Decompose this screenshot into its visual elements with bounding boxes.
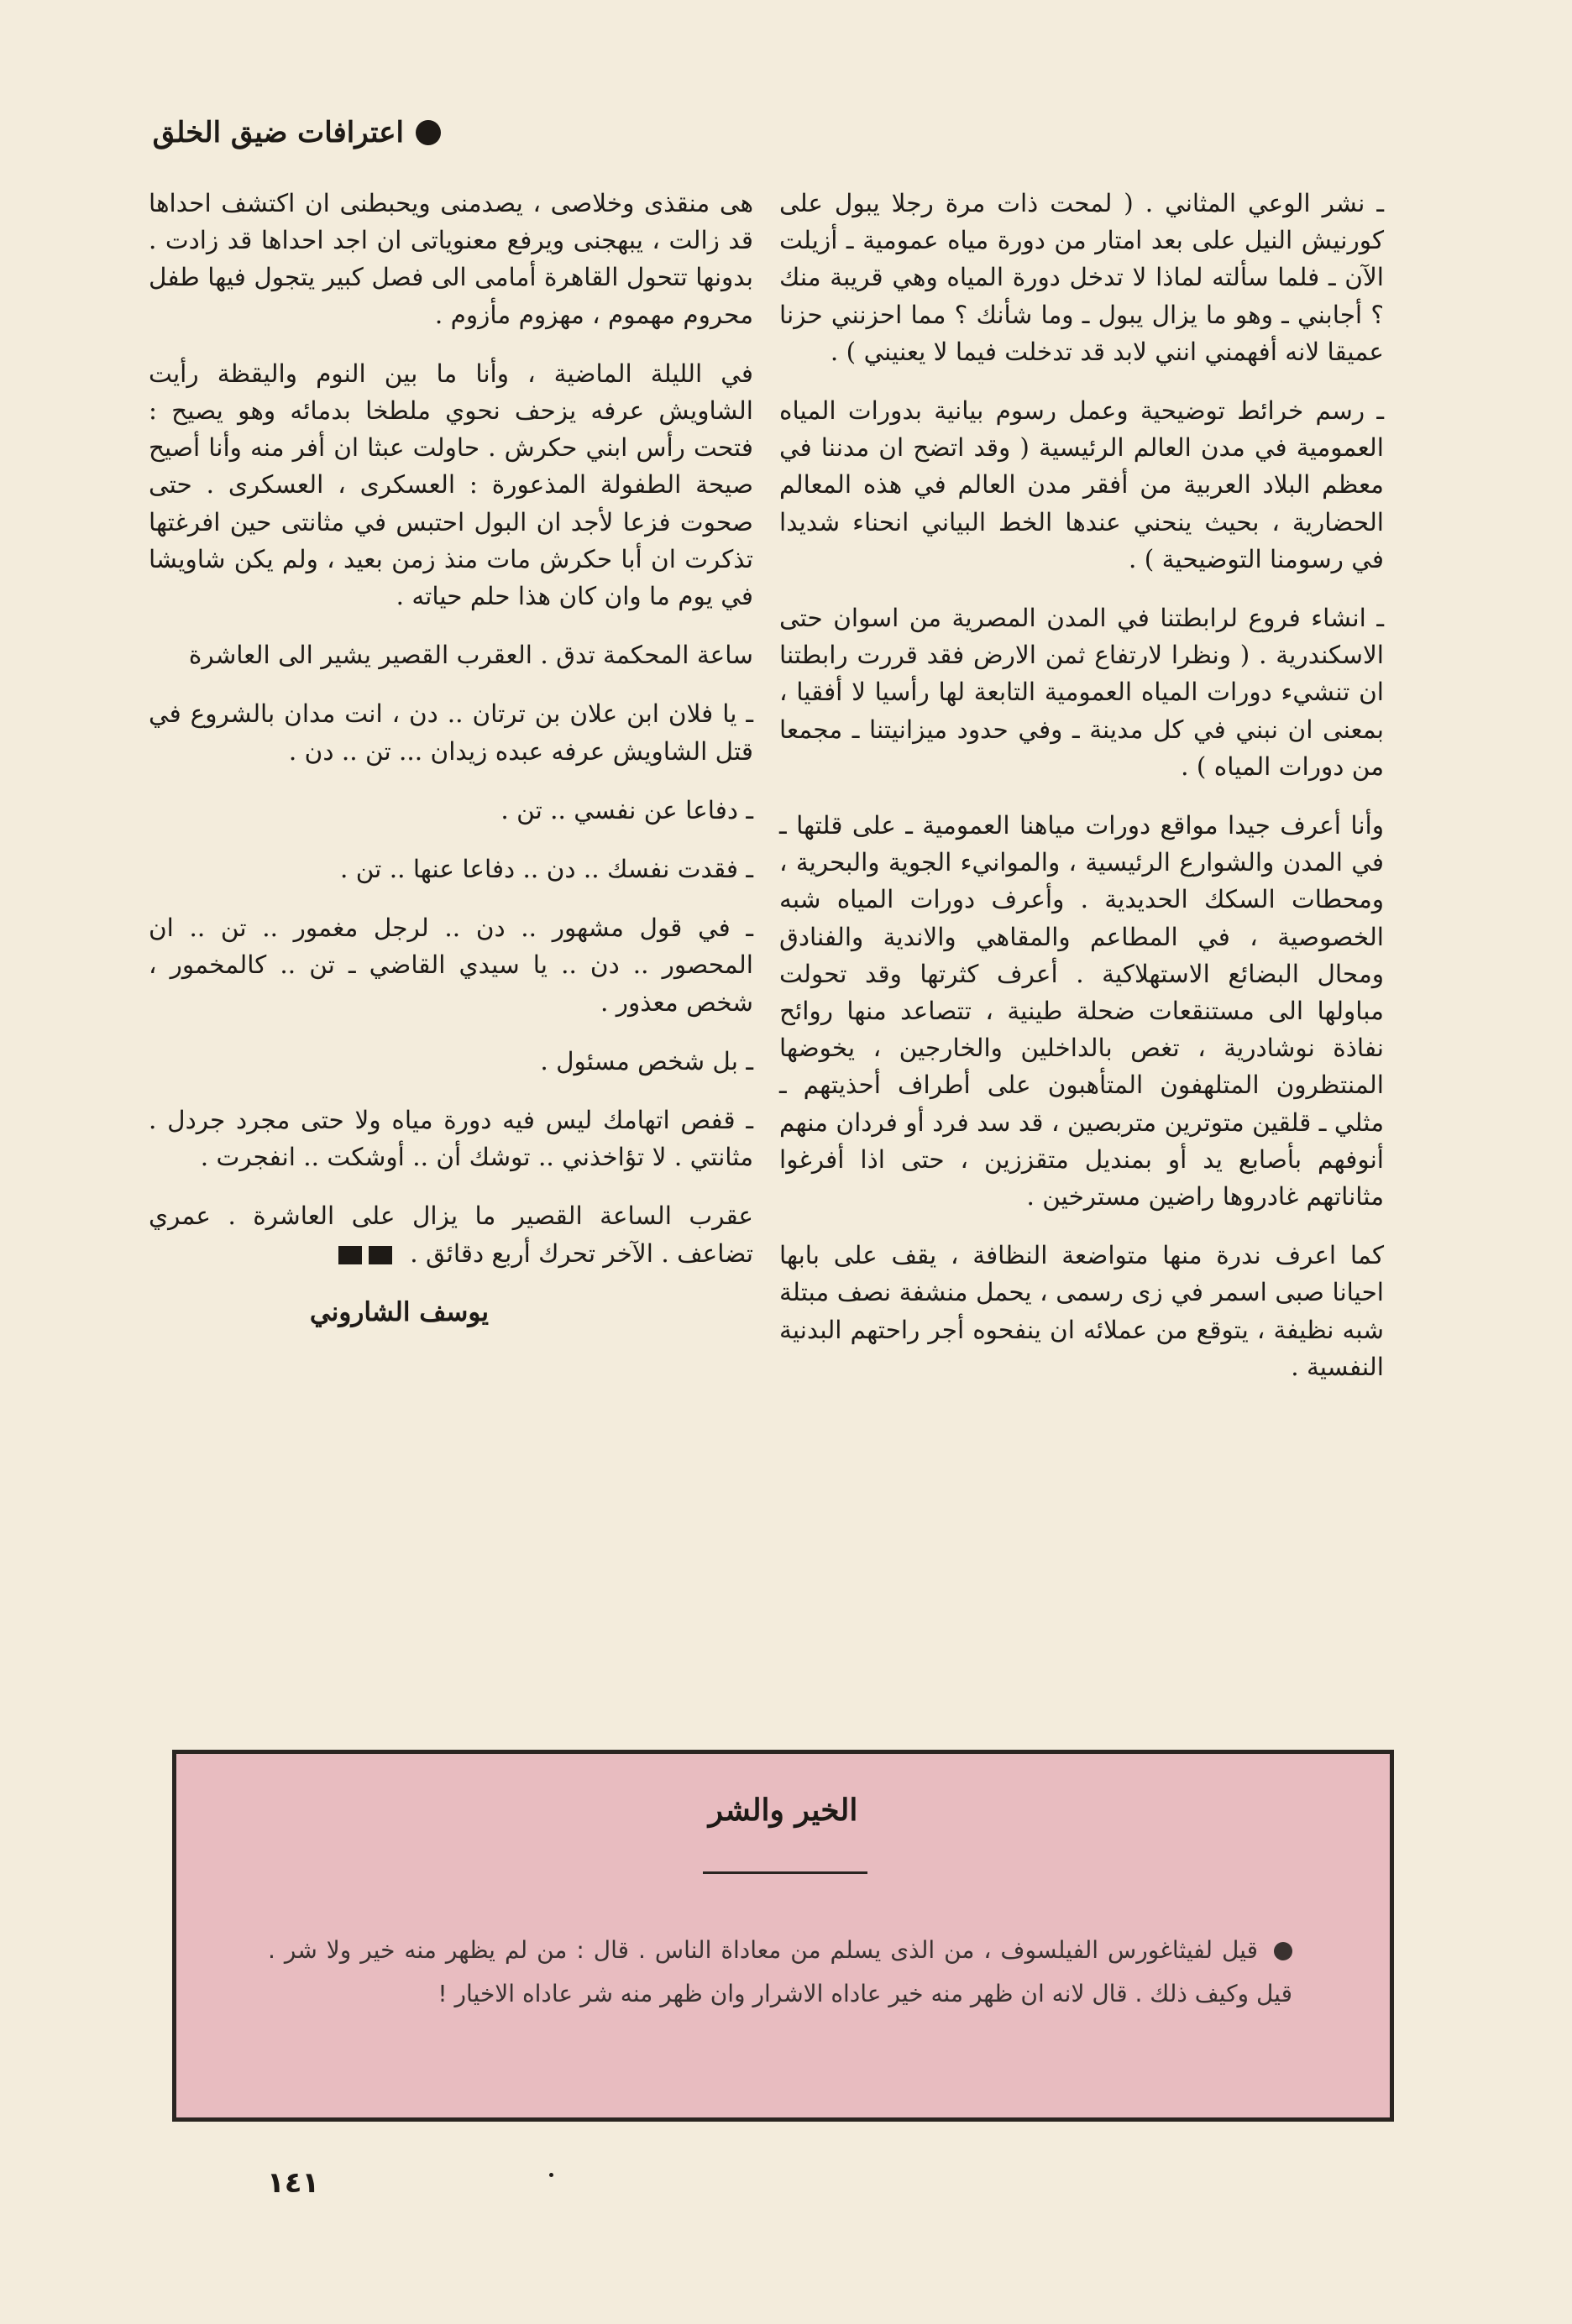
- box-divider: [703, 1871, 867, 1874]
- box-title: الخير والشر: [708, 1793, 858, 1828]
- end-square-icon: [369, 1246, 392, 1264]
- paragraph: ـ في قول مشهور .. دن .. لرجل مغمور .. تن .. ان المحصور .. دن .. يا سيدي القاضي ـ تن .. كالمخمور ، شخص معذور .: [149, 913, 753, 1017]
- paragraph: ـ انشاء فروع لرابطتنا في المدن المصرية من اسوان حتى الاسكندرية . ( ونظرا لارتفاع ثمن الارض فقد قررت رابطتنا ان تنشيء دورات المياه العمومية التابعة لها رأسيا لا أفقيا ، بمعنى ان نبني في كل مدينة ـ وفي حدود ميزانيتنا ـ مجمعا من دورات المياه ) .: [779, 604, 1384, 781]
- right-column: [779, 185, 1384, 1407]
- paragraph-text: عقرب الساعة القصير ما يزال على العاشرة . عمري تضاعف . الآخر تحرك أربع دقائق .: [149, 1201, 753, 1268]
- box-text: قيل لفيثاغورس الفيلسوف ، من الذى يسلم من معاداة الناس . قال : من لم يظهر منه خير ولا شر . قيل وكيف ذلك . قال لانه ان ظهر منه خير عاداه الاشرار وان ظهر منه شر عاداه الاخيار !: [268, 1936, 1292, 2007]
- left-column: [149, 185, 753, 1331]
- last-paragraph: [149, 1197, 753, 1271]
- end-of-article-marks: [338, 1246, 392, 1264]
- page-number: ١٤١: [267, 2166, 320, 2200]
- paragraph: ـ يا فلان ابن علان بن ترتان .. دن ، انت مدان بالشروع في قتل الشاويش عرفه عبده زيدان ... تن .. دن .: [149, 699, 753, 766]
- paragraph: ساعة المحكمة تدق . العقرب القصير يشير الى العاشرة: [188, 641, 753, 670]
- bullet-icon: [1274, 1942, 1292, 1960]
- paragraph: هى منقذى وخلاصى ، يصدمنى ويحبطنى ان اكتشف احداها قد زالت ، يبهجنى ويرفع معنوياتى ان اجد احداها قد زادت . بدونها تتحول القاهرة أمامى الى فصل كبير يتجول فيها طفل محروم مهموم ، مهزوم مأزوم .: [149, 189, 753, 329]
- paragraph: ـ فقدت نفسك .. دن .. دفاعا عنها .. تن .: [339, 855, 753, 884]
- paragraph: ـ نشر الوعي المثاني . ( لمحت ذات مرة رجلا يبول على كورنيش النيل على بعد امتار من دورة مياه عمومية ـ أزيلت الآن ـ فلما سألته لماذا لا تدخل دورة المياه وهي قريبة منك ؟ أجابني ـ وهو ما يزال يبول ـ وما شأنك ؟ مما احزنني حزنا عميقا لانه أفهمني انني لابد قد تدخلت فيما لا يعنيني ) .: [779, 189, 1384, 366]
- paragraph: كما اعرف ندرة منها متواضعة النظافة ، يقف على بابها احيانا صبى اسمر في زى رسمى ، يحمل منشفة نصف مبتلة شبه نظيفة ، يتوقع من عملائه ان ينفحوه أجر راحتهم البدنية النفسية .: [779, 1241, 1384, 1381]
- paragraph: ـ دفاعا عن نفسي .. تن .: [500, 795, 753, 824]
- section-title: اعترافات ضيق الخلق: [152, 116, 404, 149]
- paragraph: ـ بل شخص مسئول .: [540, 1046, 753, 1076]
- paragraph: ـ رسم خرائط توضيحية وعمل رسوم بيانية بدورات المياه العمومية في مدن العالم الرئيسية ( وقد اتضح ان مدننا في معظم البلاد العربية من أفقر مدن العالم في هذه المعالم الحضارية ، بحيث ينحني عندها الخط البياني انحناء شديدا في رسومنا التوضيحية ) .: [779, 396, 1384, 573]
- paragraph: ـ قفص اتهامك ليس فيه دورة مياه ولا حتى مجرد جردل . مثانتي . لا تؤاخذني .. توشك أن .. أوشكت .. انفجرت .: [149, 1106, 753, 1172]
- box-body: [268, 1929, 1292, 2016]
- paragraph: وأنا أعرف جيدا مواقع دورات مياهنا العمومية ـ على قلتها ـ في المدن والشوارع الرئيسية ، والموانيء الجوية والبحرية ، ومحطات السكك الحديدية . وأعرف دورات المياه شبه الخصوصية ، في المطاعم والمقاهي والاندية والفنادق ومحال البضائع الاستهلاكية . أعرف كثرتها وقد تحولت مباولها الى مستنقعات ضحلة طينية ، تتصاعد منها روائح نفاذة نوشادرية ، تغص بالداخلين والخارجين ، يخوضها المنتظرون المتلهفون المتأهبون على أطراف أحذيتهم ـ مثلي ـ قلقين متوترين متربصين ، قد سد فرد أو فردان منهم أنوفهم بأصابع يد أو بمنديل متقززين ، حتى اذا أفرغوا مثاناتهم غادروها راضين مسترخين .: [779, 811, 1384, 1212]
- paragraph: في الليلة الماضية ، وأنا ما بين النوم واليقظة رأيت الشاويش عرفه يزحف نحوي ملطخا بدمائه وهو يصيح : فتحت رأس ابني حكرش . حاولت عبثا ان أفر منه وأنا أصيح صيحة الطفولة المذعورة : العسكرى ، العسكرى . حتى صحوت فزعا لأجد ان البول احتبس في مثانتى حين افرغتها تذكرت ان أبا حكرش مات منذ زمن بعيد ، ولم يكن شاويشا في يوم ما وان كان هذا حلم حياته .: [149, 359, 753, 611]
- print-speck: [549, 2173, 553, 2177]
- end-square-icon: [338, 1246, 362, 1264]
- author-signature: يوسف الشاروني: [309, 1296, 489, 1327]
- quote-box: [172, 1750, 1394, 2122]
- section-header: [139, 107, 441, 158]
- header-bullet-icon: [416, 120, 441, 145]
